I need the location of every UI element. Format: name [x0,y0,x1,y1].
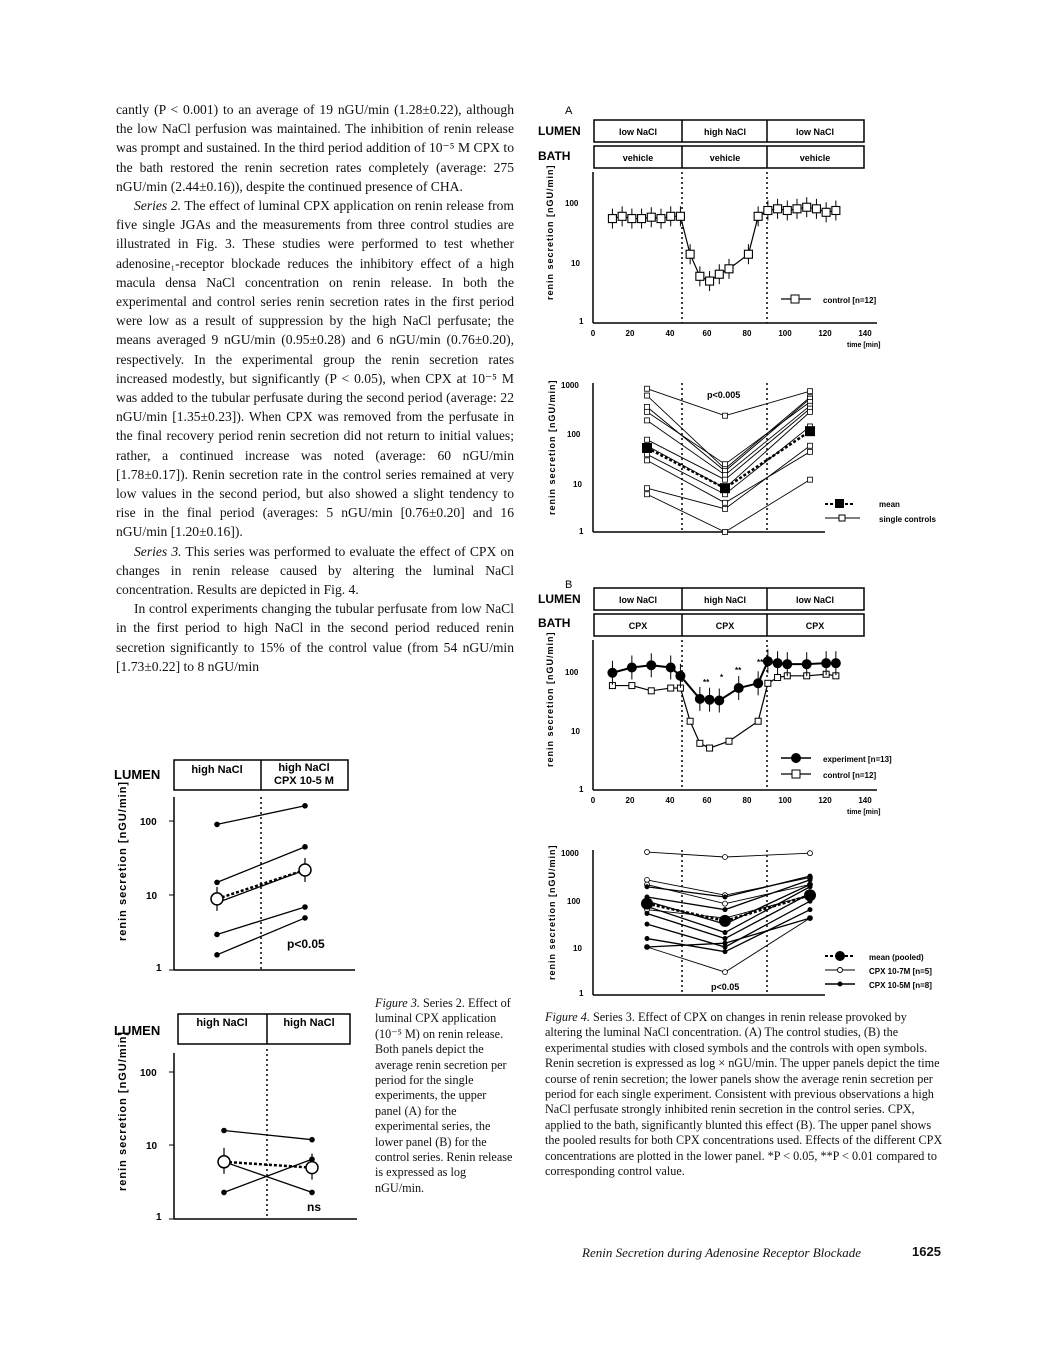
fig4a-upper-ytick-100: 100 [565,199,579,208]
fig4a-control-point [706,277,714,285]
fig3-top-period2-line1: high NaCl [278,762,330,774]
fig4b-experiment-point [675,671,685,681]
fig4-panel-b-letter: B [565,579,573,591]
fig4a-lower-single-point [808,477,813,482]
fig4b-lower-ylabel: renin secretion [nGU/min] [547,844,557,980]
fig4b-lower-ytick-1: 1 [579,989,584,998]
fig4b-control-point [755,718,761,724]
fig4a-control-point [686,250,694,258]
fig4a-control-point [667,212,675,220]
fig4b-experiment-point [782,659,792,669]
fig3-top-period1: high NaCl [191,764,243,776]
fig4a-lower-single-point [645,492,650,497]
fig3-top-mean-point [211,893,223,905]
fig4b-xtick: 100 [778,796,792,805]
fig4a-lower-single-point [723,477,728,482]
fig3-top-lumen-label: LUMEN [114,767,161,782]
fig3-bottom-series-group [218,1128,318,1196]
fig3-bottom-lumen-label: LUMEN [114,1023,161,1038]
fig3-bottom-ytick-10: 10 [146,1141,158,1152]
fig4b-xtick: 80 [742,796,752,805]
fig3-bottom-ylabel: renin secretion [nGU/min] [117,1030,129,1191]
fig3-bottom-data-point [309,1137,315,1143]
fig4b-experiment-point [646,660,656,670]
fig3-top-series-group [211,803,311,958]
fig3-bottom-data-point [221,1190,227,1196]
fig4b-lower-cpx5-point [645,911,650,916]
fig4b-control-point [765,680,771,686]
fig4b-lower-mean-point [641,898,653,910]
fig4a-control-point [783,206,791,214]
fig3-bottom-stat: ns [307,1200,322,1214]
fig4b-experiment-point [831,658,841,668]
fig4a-lower-single-point [645,418,650,423]
figure-3 [112,755,362,1225]
fig4a-lower-ytick-1: 1 [579,527,584,536]
fig4a-xtick: 60 [702,329,712,338]
fig4a-control-point [725,265,733,273]
fig4-panel-a-letter: A [565,105,573,117]
fig4a-upper-series-group [608,197,839,291]
fig4a-control-point [618,212,626,220]
paragraph-1: cantly (P < 0.001) to an average of 19 nGU/min (1.28±0.22), although the low NaCl perfusion was maintained. The inhibition of renin release was prompt and sustained. In the third period addition of 10⁻⁵ M CPX to the bath restored the renin secretion rates completely (average: 275 nGU/min (2.44±0.16)), despite the continued presence of CHA. [116,102,514,194]
fig3-top-data-point [302,904,308,910]
fig4a-lower-single-point [808,443,813,448]
fig4b-experiment-line [612,661,835,700]
fig3-top-series-line [217,907,305,934]
fig4b-lumen-2: high NaCl [704,595,746,605]
fig4a-lower-stat: p<0.005 [707,390,741,400]
fig3-bottom-ytick-1: 1 [156,1212,162,1223]
fig4b-upper-ylabel: renin secretion [nGU/min] [545,631,555,767]
fig4a-bath-2: vehicle [709,153,741,163]
fig4a-control-point [647,213,655,221]
fig4a-lower-ytick-1000: 1000 [561,381,579,390]
fig4b-lumen-1: low NaCl [618,595,658,605]
fig4a-lower-mean-line [647,431,810,488]
fig4b-xticks [591,796,872,805]
fig3-top-data-point [302,803,308,809]
fig4a-lower-single-point [645,437,650,442]
fig4a-control-point [812,205,820,213]
fig4b-lower-cpx5-point [723,930,728,935]
fig4b-lower-mean-point [719,915,731,927]
fig4a-control-point [657,215,665,223]
fig4a-control-point [822,208,830,216]
fig4a-legend-single: single controls [879,515,936,524]
fig4a-control-point [628,215,636,223]
fig3-top-data-point [214,822,220,828]
fig4a-lower-single-point [808,449,813,454]
fig4a-control-point [774,205,782,213]
fig4a-xtick: 100 [778,329,792,338]
fig4b-experiment-point [695,694,705,704]
fig4b-upper-ytick-100: 100 [565,668,579,677]
fig4b-lower-cpx7-point [723,901,728,906]
fig4b-lower-ytick-100: 100 [567,897,581,906]
fig4b-bath-label: BATH [538,616,571,630]
fig4a-lower-single-point [723,462,728,467]
fig3-bottom-data-point [309,1190,315,1196]
fig4b-control-point [629,683,635,689]
fig4a-lower-mean-point [642,443,652,453]
fig4b-control-point [648,688,654,694]
fig4b-control-point [687,718,693,724]
fig4a-legend-mean: mean [879,500,900,509]
fig4b-lower-cpx5-point [808,877,813,882]
fig4a-lower-single-point [723,506,728,511]
fig4a-lower-mean-point [805,426,815,436]
fig4b-lower-cpx5-point [723,936,728,941]
fig4a-control-point [764,206,772,214]
fig4a-lumen-1: low NaCl [618,127,658,137]
fig4a-xtick: 80 [742,329,752,338]
series-3-heading: Series 3. [134,543,182,559]
fig4b-legend-exp: experiment [n=13] [823,755,892,764]
fig3-top-data-point [302,915,308,921]
fig4a-lower-ytick-10: 10 [573,480,582,489]
fig3-top-data-point [302,844,308,850]
fig4b-lower-series-group [641,850,816,975]
fig4b-xtick: 60 [702,796,712,805]
fig4b-experiment-point [753,678,763,688]
fig4b-lower-cpx7-line [647,878,810,896]
fig4b-lower-stat: p<0.05 [711,982,740,992]
fig3-top-data-point [214,932,220,938]
fig4b-lower-cpx7-point [808,851,813,856]
fig3-top-stat: p<0.05 [287,937,325,951]
fig3-top-data-point [214,880,220,886]
fig4b-control-point [697,740,703,746]
fig4b-legend-mean: mean (pooled) [869,953,924,962]
fig3-top-ytick-100: 100 [140,817,157,828]
fig4a-upper-ylabel: renin secretion [nGU/min] [545,164,555,300]
fig3-top-period2-line2: CPX 10-5 M [274,775,334,787]
fig4a-lower-ytick-100: 100 [567,430,581,439]
fig4b-lower-cpx5-line [647,876,810,897]
fig4b-xtick: 120 [818,796,832,805]
fig3-bottom-ytick-100: 100 [140,1068,157,1079]
fig4b-experiment-point [763,656,773,666]
fig4b-upper-ytick-10: 10 [571,727,580,736]
fig4b-lower-cpx5-point [645,936,650,941]
fig4b-xtick: 0 [590,796,596,805]
fig4a-control-point [608,215,616,223]
fig4b-experiment-point [627,663,637,673]
fig4a-lumen-2: high NaCl [704,127,746,137]
fig4b-lower-ytick-10: 10 [573,944,582,953]
fig4a-lower-single-point [645,393,650,398]
fig3-top-data-point [214,952,220,958]
fig4b-experiment-point [773,658,783,668]
page-number: 1625 [912,1244,941,1259]
fig3-top-ytick-10: 10 [146,891,158,902]
fig4b-lower-cpx5-point [645,922,650,927]
running-title: Renin Secretion during Adenosine Receptor Blockade [582,1245,862,1260]
fig4a-control-point [676,212,684,220]
fig4b-lower-cpx7-point [645,850,650,855]
figure-4-caption: Figure 4. Series 3. Effect of CPX on changes in renin release provoked by altering the luminal NaCl concentration. (A) The control studies, (B) the experimental studies with closed symbols and the controls with open symbols. Renin secretion is expressed as log × nGU/min. The upper panels depict the time course of renin secretion; the lower panels show the average renin secretion per period for each single experiment. Consistent with previous observations a high NaCl perfusate strongly inhibited renin secretion in the control series. CPX, applied to the bath, significantly blunted this effect (B). The upper panel shows the pooled results for both CPX concentrations used. Effects of the different CPX concentrations are plotted in the lower panel. *P < 0.05, **P < 0.01 compared to corresponding control value. [545,1010,943,1179]
fig4b-lower-cpx5-point [723,895,728,900]
paragraph-series-3: Series 3. This series was performed to evaluate the effect of CPX on changes in renin release caused by altering the luminal NaCl concentration. Results are depicted in Fig. 4. [116,543,514,598]
paragraph-4: In control experiments changing the tubular perfusate from low NaCl in the first period to high NaCl in the second period reduced renin secretion significantly to 15% of the control value (from 54 nGU/min [1.73±0.22] to 8 nGU/min [116,601,514,674]
fig4b-bath-3: CPX [805,621,825,631]
fig4a-lower-single-point [808,389,813,394]
fig4b-legend-7: CPX 10-7M [n=5] [869,967,932,976]
fig4a-control-point [696,272,704,280]
fig4b-xtick: 40 [665,796,675,805]
fig4b-lower-cpx7-point [723,854,728,859]
fig4b-star: ** [757,658,764,667]
fig4a-lumen-3: low NaCl [795,127,835,137]
fig4b-bath-2: CPX [715,621,735,631]
fig4b-experiment-point [802,659,812,669]
fig4b-lower-cpx7-line [647,852,810,857]
fig4b-control-point [707,745,713,751]
fig4a-lower-single-point [723,472,728,477]
fig3-bottom-period2: high NaCl [283,1017,335,1029]
fig4a-lower-mean-point [720,483,730,493]
fig3-bottom-data-point [221,1128,227,1134]
fig4a-xtick: 140 [858,329,872,338]
fig4b-control-point [668,685,674,691]
fig4a-lower-single-point [808,409,813,414]
fig4a-bath-label: BATH [538,149,571,163]
fig4a-control-point [793,205,801,213]
fig4b-control-point [726,738,732,744]
fig4b-experiment-point [821,658,831,668]
fig4a-xticks [591,329,872,338]
fig3-bottom-mean-point [306,1162,318,1174]
fig4b-legend-5: CPX 10-5M [n=8] [869,981,932,990]
fig4b-lower-cpx7-point [645,877,650,882]
fig4a-legend-control: control [n=12] [823,296,877,305]
fig4a-lower-single-point [723,500,728,505]
fig4b-xtick: 20 [625,796,635,805]
fig4a-control-point [754,212,762,220]
body-text-column [116,100,514,676]
fig4a-lower-single-point [645,486,650,491]
fig4b-experiment-point [705,695,715,705]
fig4a-control-point [803,203,811,211]
fig4a-lumen-label: LUMEN [538,124,581,138]
fig4a-xlabel: time [min] [847,342,881,349]
figure-3-caption: Figure 3. Series 2. Effect of luminal CPX application (10⁻⁵ M) on renin release. Both panels depict the average renin secretion per period for the single experiments, the upper panel (A) for the experimental series, the lower panel (B) for the control series. Renin release is expressed as log nGU/min. [375,996,513,1195]
fig3-top-ylabel: renin secretion [nGU/min] [117,780,129,941]
fig4b-lower-cpx5-point [723,949,728,954]
fig4b-xlabel: time [min] [847,809,881,816]
fig4b-upper-series-group [607,649,840,751]
fig4a-lower-single-point [723,413,728,418]
fig4a-control-point [638,215,646,223]
fig4a-bath-3: vehicle [799,153,831,163]
paragraph-series-2: Series 2. The effect of luminal CPX application on renin release from five single JGAs and the measurements from three control studies are illustrated in Fig. 3. These studies were performed to test whether adenosine₁-receptor blockade reduces the inhibitory effect of a high macula densa NaCl concentration on renin release. In both the experimental and control series renin secretion rates in the first period were low as a result of suppression by the high NaCl perfusate; the means averaged 9 nGU/min (0.95±0.28) and 6 nGU/min (0.76±0.20), respectively. In the experimental group the renin secretion rates increased modestly, but significantly (P < 0.05), when CPX at 10⁻⁵ M was added to the tubular perfusate during the second period (average: 22 nGU/min [1.35±0.23]). When CPX was removed from the perfusate in the final recovery period renin secretion did not return to initial values; rather, a continued increase was noted (average: 60 nGU/min [1.78±0.17]). Renin secretion rate in the control series remained at very low values in the second period, but also showed a slight tendency to rise in the final period (averages: 5 nGU/min [0.76±0.20] and 16 nGU/min [1.20±0.16]). [116,198,514,540]
fig4b-upper-ytick-1: 1 [579,785,584,794]
fig4a-lower-series-group [642,386,815,534]
fig4b-experiment-point [607,668,617,678]
fig4b-star: ** [703,678,710,687]
fig4a-xtick: 20 [625,329,635,338]
fig4b-experiment-point [734,683,744,693]
fig4a-control-point [744,250,752,258]
fig4b-bath-1: CPX [628,621,648,631]
fig4a-xtick: 0 [590,329,596,338]
fig4a-lower-single-point [645,409,650,414]
fig4a-lower-single-line [647,396,810,469]
fig4b-experiment-point [714,696,724,706]
fig4b-lower-mean-point [804,889,816,901]
fig4b-control-line [612,674,835,748]
fig4a-lower-ylabel: renin secretion [nGU/min] [547,379,557,515]
fig4b-lower-cpx5-point [808,884,813,889]
fig4a-xtick: 40 [665,329,675,338]
fig4b-lumen-label: LUMEN [538,592,581,606]
fig4b-xtick: 140 [858,796,872,805]
fig4a-control-point [832,206,840,214]
series-2-heading: Series 2. [134,198,182,214]
fig4a-xtick: 120 [818,329,832,338]
fig4b-lower-cpx5-point [723,907,728,912]
fig4a-upper-ytick-10: 10 [571,259,580,268]
fig4a-lower-single-line [647,406,810,475]
fig4a-lower-single-point [645,386,650,391]
fig4b-lower-cpx7-point [723,970,728,975]
fig4a-control-point [715,270,723,278]
fig3-top-ytick-1: 1 [156,963,162,974]
fig3-bottom-series-line [224,1130,312,1139]
fig4b-lumen-3: low NaCl [795,595,835,605]
fig4b-lower-cpx5-point [645,945,650,950]
figure-4 [535,100,955,1000]
fig3-bottom-mean-point [218,1156,230,1168]
fig4b-legend-ctrl: control [n=12] [823,771,877,780]
fig4b-lower-cpx5-point [808,907,813,912]
fig4a-lower-single-point [645,458,650,463]
fig3-top-mean-point [299,864,311,876]
fig4a-lower-single-point [723,530,728,535]
fig4a-lower-single-line [647,402,810,464]
fig4a-bath-1: vehicle [622,153,654,163]
fig4b-star: * [720,673,724,682]
fig4b-lower-cpx5-point [645,884,650,889]
fig4b-lower-cpx5-point [723,941,728,946]
fig4b-control-point [775,674,781,680]
fig3-bottom-period1: high NaCl [196,1017,248,1029]
fig4b-star: ** [735,666,742,675]
fig4b-lower-cpx5-point [808,916,813,921]
fig4b-experiment-point [666,663,676,673]
fig4a-lower-single-point [645,404,650,409]
fig4b-lower-ytick-1000: 1000 [561,849,579,858]
fig4a-upper-ytick-1: 1 [579,317,584,326]
